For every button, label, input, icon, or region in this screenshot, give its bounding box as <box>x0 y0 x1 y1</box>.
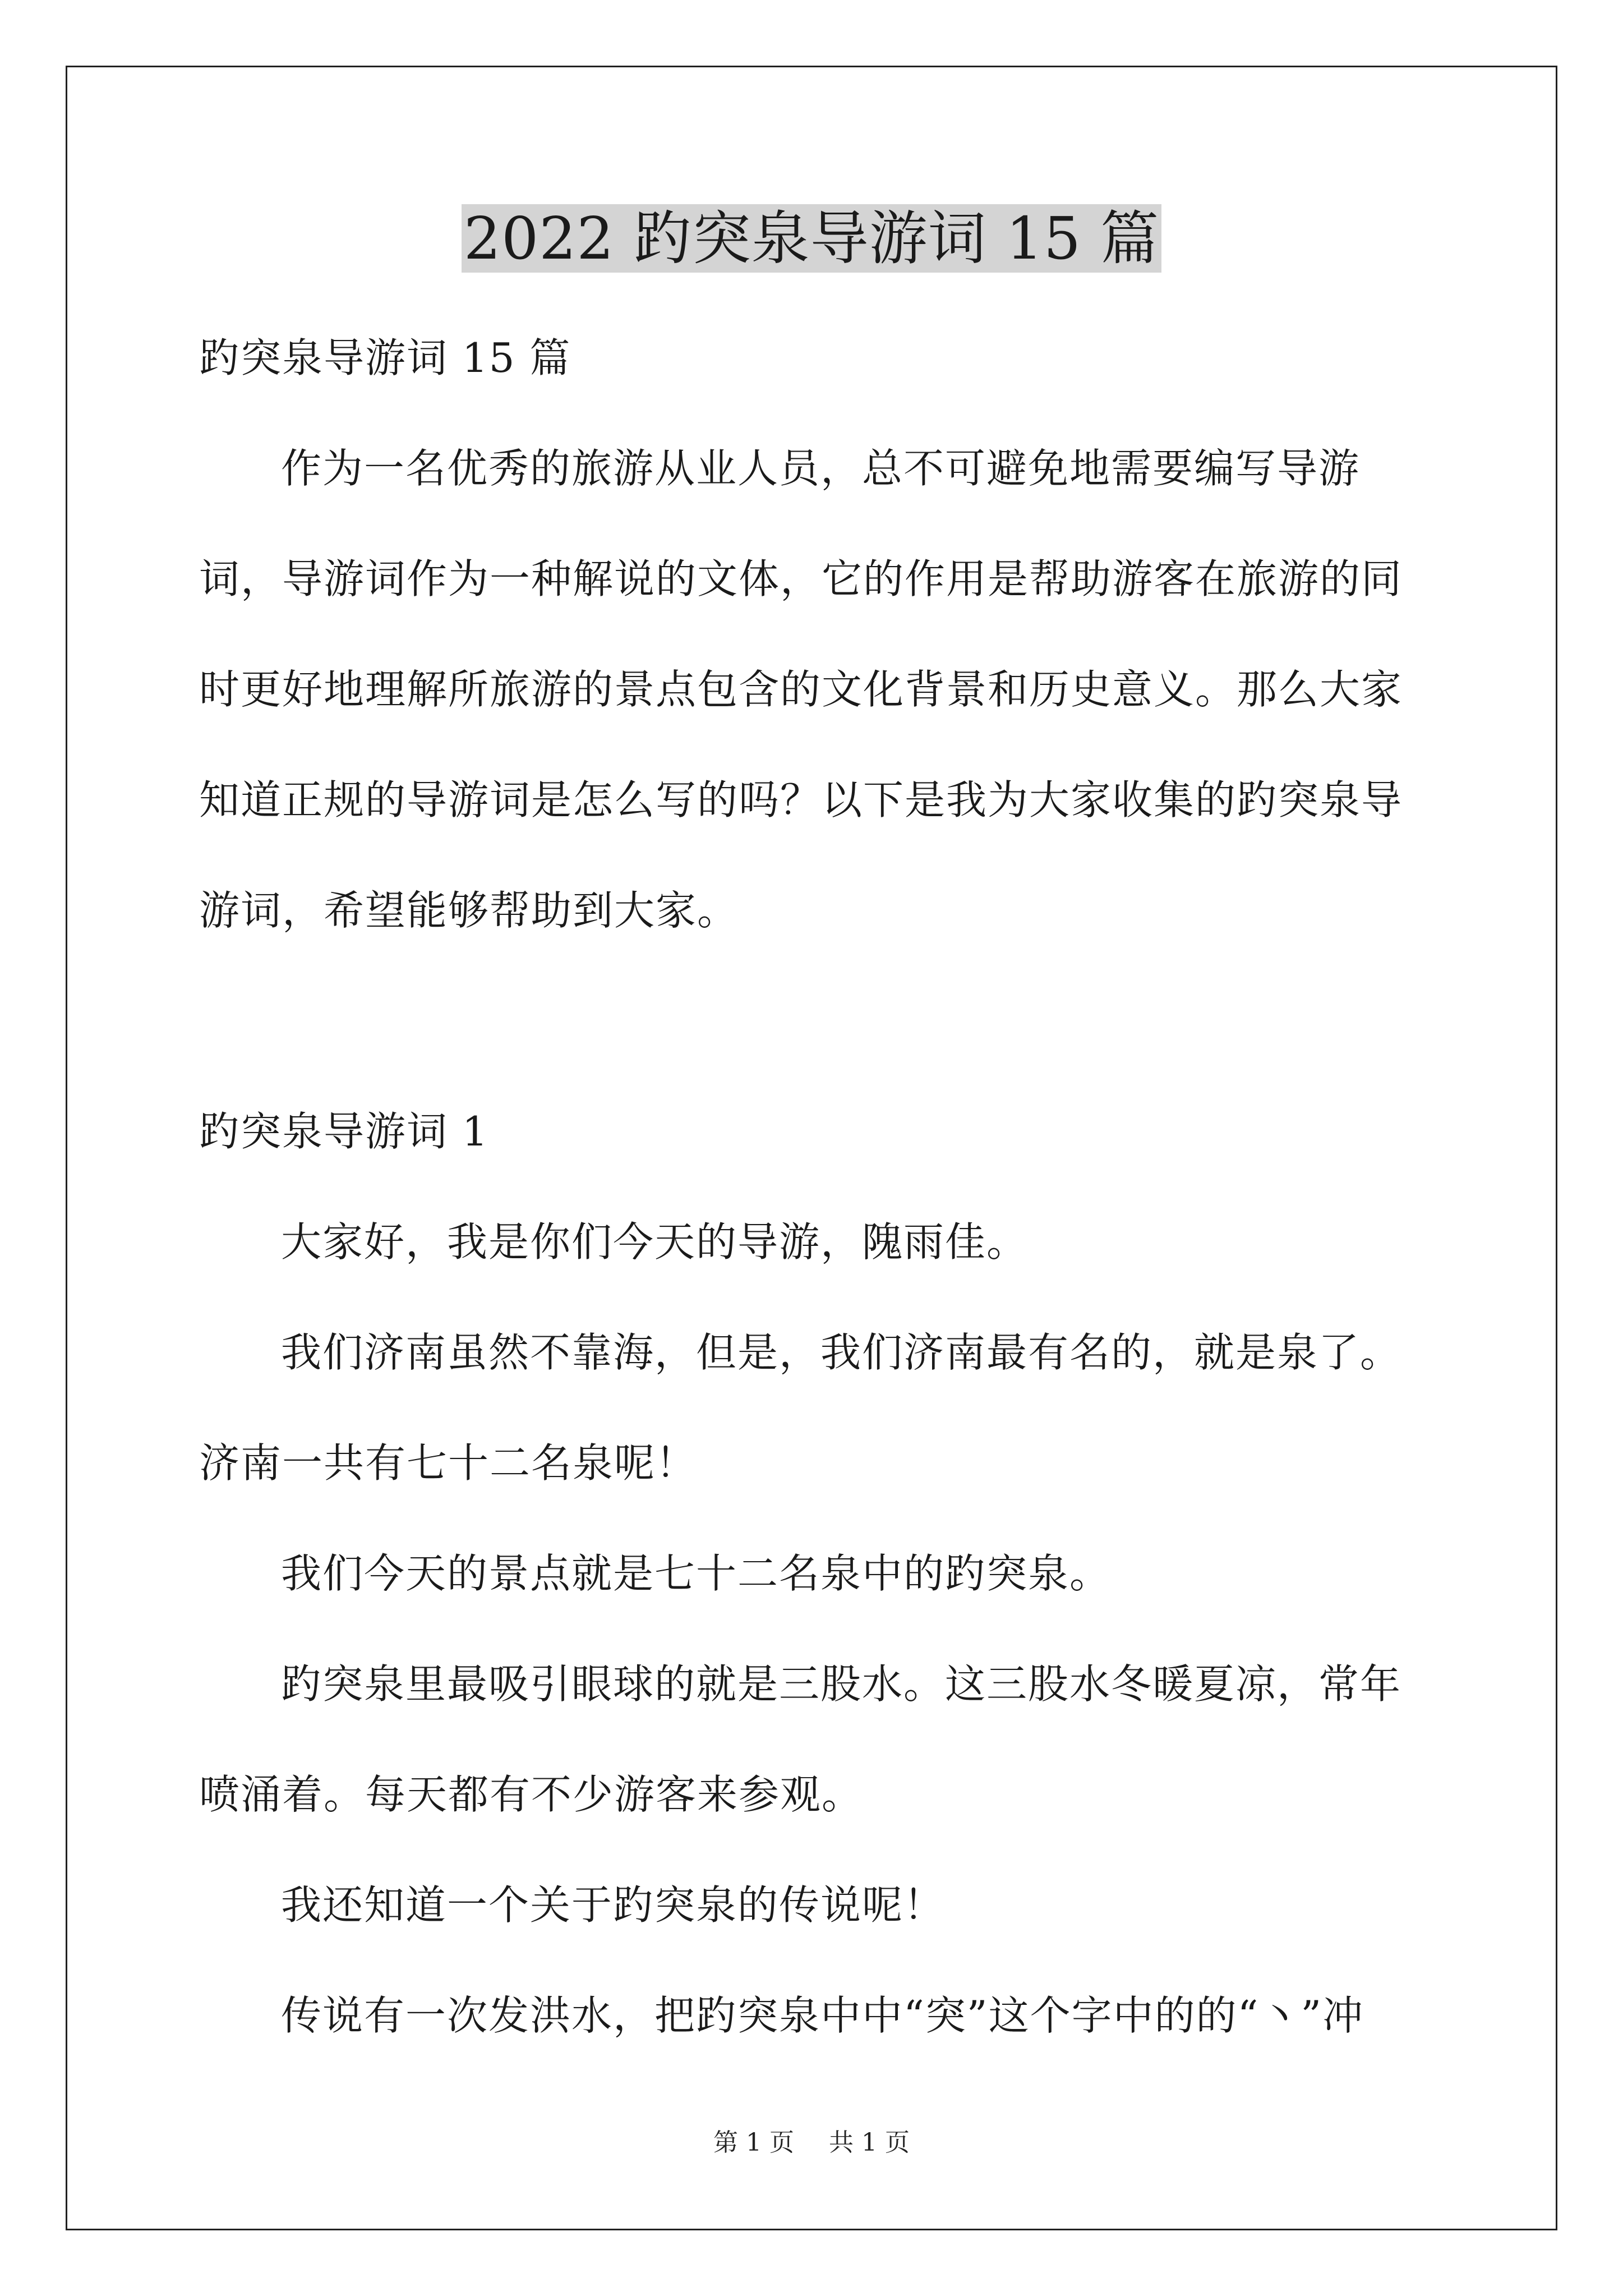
body-paragraph-6: 传说有一次发洪水，把趵突泉中中“突”这个字中的的“丶”冲 <box>281 1992 1364 2039</box>
page-footer <box>0 2126 1623 2160</box>
body-paragraph-4: 趵突泉里最吸引眼球的就是三股水。这三股水冬暖夏凉，常年喷涌着。每天都有不少游客来参观。 <box>199 1660 1402 1818</box>
body-paragraph-1: 大家好，我是你们今天的导游，隗雨佳。 <box>281 1218 1029 1266</box>
document-title-text: 2022 趵突泉导游词 15 篇 <box>462 204 1161 273</box>
body-paragraph-3: 我们今天的景点就是七十二名泉中的趵突泉。 <box>281 1550 1112 1597</box>
section-spacer <box>199 966 1433 1076</box>
document-body <box>199 303 1433 2071</box>
section-heading: 趵突泉导游词 1 <box>199 1108 489 1155</box>
page-total: 共 1 页 <box>829 2128 910 2157</box>
document-subtitle: 趵突泉导游词 15 篇 <box>199 334 571 381</box>
body-paragraph-5: 我还知道一个关于趵突泉的传说呢！ <box>281 1881 946 1929</box>
body-paragraph-2: 我们济南虽然不靠海，但是，我们济南最有名的，就是泉了。济南一共有七十二名泉呢！ <box>199 1329 1402 1487</box>
document-title <box>0 202 1623 275</box>
intro-paragraph: 作为一名优秀的旅游从业人员，总不可避免地需要编写导游词，导游词作为一种解说的文体，它的作用是帮助游客在旅游的同时更好地理解所旅游的景点包含的文化背景和历史意义。那么大家知道正规的导游词是怎么写的吗？以下是我为大家收集的趵突泉导游词，希望能够帮助到大家。 <box>199 445 1403 934</box>
page-number: 第 1 页 <box>713 2128 794 2157</box>
